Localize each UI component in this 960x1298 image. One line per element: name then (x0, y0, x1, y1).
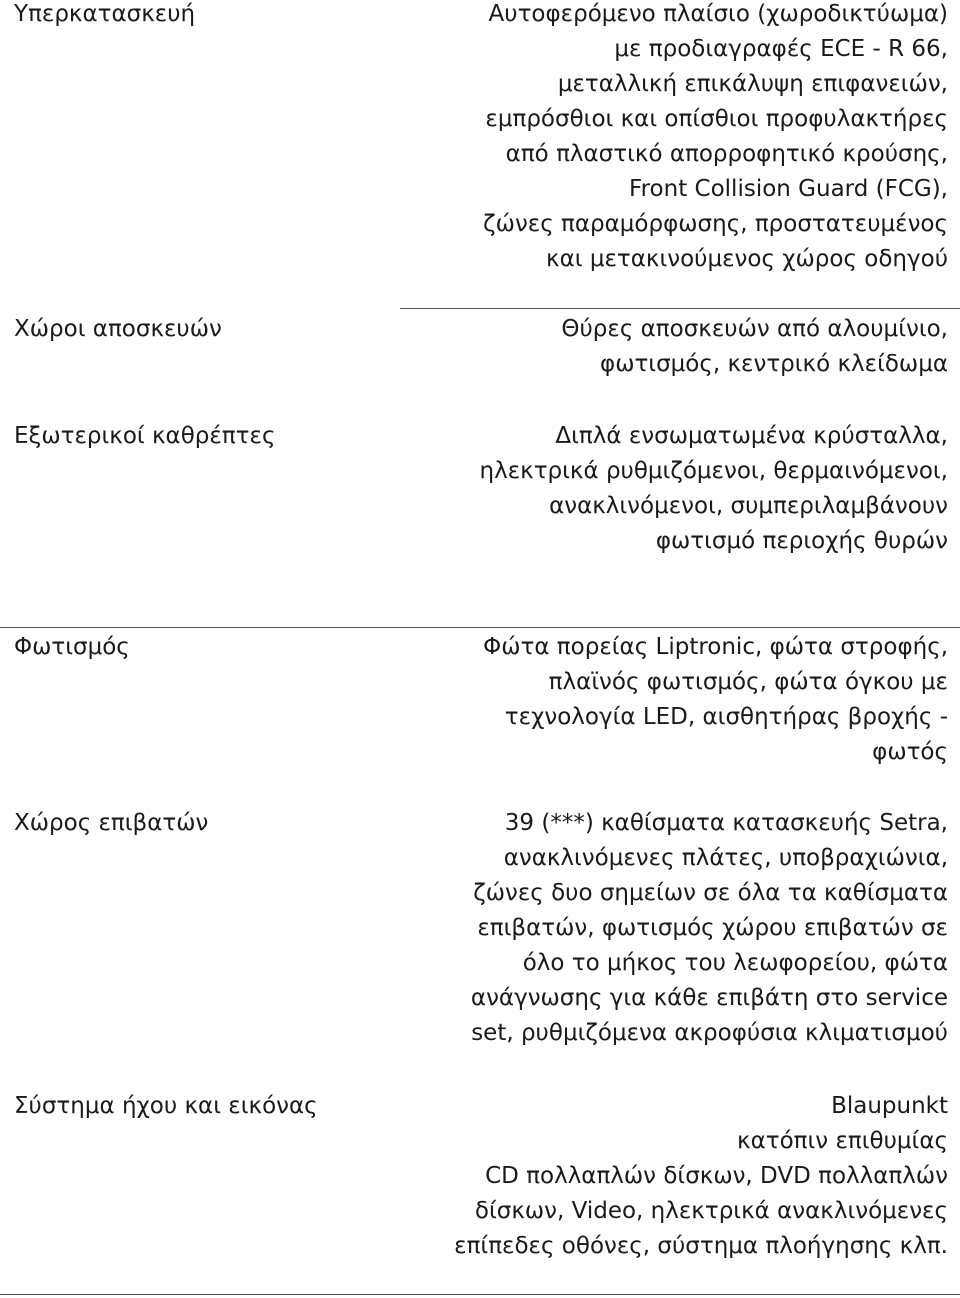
divider (0, 627, 960, 628)
spec-value-line: επίπεδες οθόνες, σύστημα πλοήγησης κλπ. (454, 1233, 948, 1259)
spec-value-line: ζώνες παραμόρφωσης, προστατευμένος (483, 211, 948, 237)
spec-value-line: φωτισμό περιοχής θυρών (655, 528, 948, 554)
spec-value-line: φωτισμός, κεντρικό κλείδωμα (600, 351, 948, 377)
spec-value-line: δίσκων, Video, ηλεκτρικά ανακλινόμενες (474, 1198, 948, 1224)
spec-value-line: ανακλινόμενες πλάτες, υποβραχιώνια, (503, 845, 948, 871)
divider (400, 308, 960, 309)
spec-value (480, 419, 948, 559)
spec-value-line: 39 (***) καθίσματα κατασκευής Setra, (504, 810, 948, 836)
spec-label: Φωτισμός (14, 634, 130, 660)
spec-value-line: ανακλινόμενοι, συμπεριλαμβάνουν (549, 493, 948, 519)
spec-value-line: Φώτα πορείας Liptronic, φώτα στροφής, (483, 634, 948, 660)
spec-value-line: κατόπιν επιθυμίας (737, 1128, 948, 1154)
spec-value-line: με προδιαγραφές ECE - R 66, (614, 36, 948, 62)
divider (0, 1294, 960, 1295)
spec-value (561, 312, 948, 382)
spec-value-line: Θύρες αποσκευών από αλουμίνιο, (561, 316, 948, 342)
spec-value-line: CD πολλαπλών δίσκων, DVD πολλαπλών (485, 1163, 948, 1189)
spec-value-line: ανάγνωσης για κάθε επιβάτη στο service (470, 985, 948, 1011)
spec-label: Σύστημα ήχου και εικόνας (14, 1093, 318, 1119)
spec-value-line: Front Collision Guard (FCG), (629, 176, 948, 202)
spec-value-line: μεταλλική επικάλυψη επιφανειών, (557, 71, 948, 97)
spec-value-line: όλο το μήκος του λεωφορείου, φώτα (522, 950, 948, 976)
spec-value-line: ηλεκτρικά ρυθμιζόμενοι, θερμαινόμενοι, (479, 458, 948, 484)
spec-value-line: Blaupunkt (831, 1093, 948, 1119)
spec-value-line: τεχνολογία LED, αισθητήρας βροχής - (504, 704, 948, 730)
spec-value-line: πλαϊνός φωτισμός, φώτα όγκου με (548, 669, 948, 695)
spec-value-line: set, ρυθμιζόμενα ακροφύσια κλιματισμού (471, 1020, 948, 1046)
spec-value-line: φωτός (872, 739, 948, 765)
spec-label: Υπερκατασκευή (14, 1, 196, 27)
spec-value-line: ζώνες δυο σημείων σε όλα τα καθίσματα (473, 880, 948, 906)
spec-label: Χώρος επιβατών (14, 810, 209, 836)
spec-value-line: και μετακινούμενος χώρος οδηγού (546, 246, 948, 272)
spec-label: Χώροι αποσκευών (14, 316, 222, 342)
spec-label: Εξωτερικοί καθρέπτες (14, 423, 276, 449)
spec-value-line: εμπρόσθιοι και οπίσθιοι προφυλακτήρες (485, 106, 948, 132)
spec-value-line: Αυτοφερόμενο πλαίσιο (χωροδικτύωμα) (488, 1, 948, 27)
spec-value (483, 0, 948, 277)
spec-value (471, 806, 948, 1051)
spec-value-line: από πλαστικό απορροφητικό κρούσης, (505, 141, 948, 167)
spec-value (483, 630, 948, 770)
spec-value-line: Διπλά ενσωματωμένα κρύσταλλα, (555, 423, 948, 449)
spec-value-line: επιβατών, φωτισμός χώρου επιβατών σε (477, 915, 948, 941)
spec-value (454, 1089, 948, 1264)
